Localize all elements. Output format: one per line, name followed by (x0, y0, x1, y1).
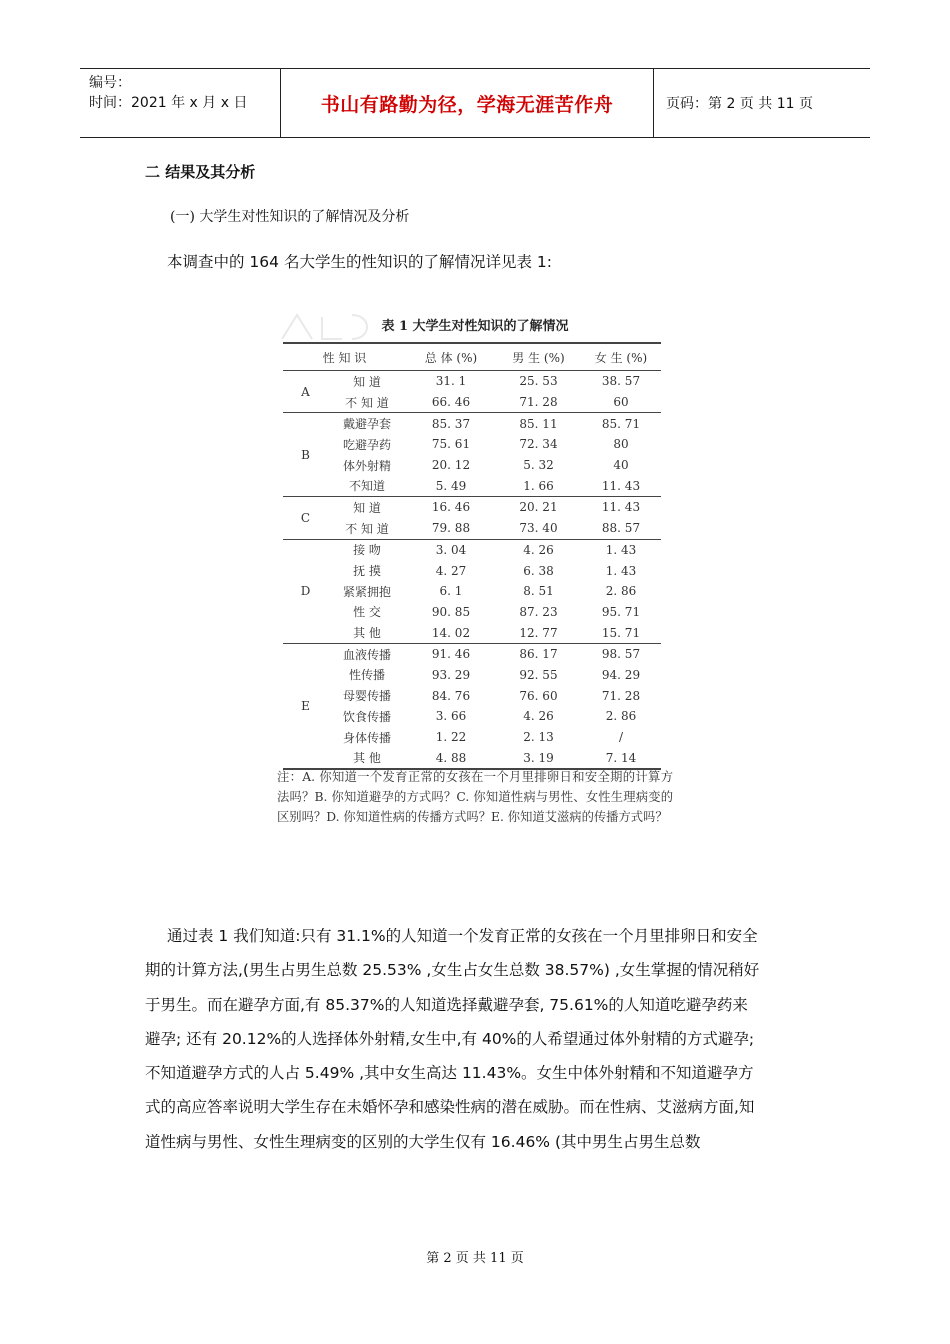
group-label: B (283, 413, 328, 497)
table-row (283, 413, 661, 434)
female-cell: 11. 43 (581, 475, 661, 496)
female-cell: 1. 43 (605, 542, 637, 557)
total-cell: 84. 76 (431, 688, 471, 703)
analysis-paragraph (145, 919, 805, 1159)
group-label: C (283, 497, 328, 539)
male-cell: 25. 53 (519, 374, 558, 389)
total-cell: 85. 37 (431, 416, 471, 431)
table-title: 表 1 大学生对性知识的了解情况 (381, 319, 569, 334)
total-cell: 6. 1 (439, 584, 463, 599)
paragraph-line: 期的计算方法,(男生占男生总数 25.53% ,女生占女生总数 38.57%) ,女生掌握的情况稍好 (145, 961, 760, 980)
total-cell: 91. 46 (431, 647, 471, 662)
item-cell: 饮食传播 (342, 709, 391, 724)
female-cell: 98. 57 (601, 647, 641, 662)
table-image (275, 305, 675, 845)
item-cell: 吃避孕药 (342, 437, 391, 452)
table-row (283, 602, 661, 623)
total-cell: 4. 88 (406, 747, 496, 769)
male-cell: 4. 26 (523, 709, 554, 724)
header-meta (80, 69, 281, 137)
header-motto-cell (281, 69, 654, 137)
female-cell: 2. 86 (605, 584, 637, 599)
male-cell: 92. 55 (519, 667, 558, 682)
header-male: 男 生 (%) (496, 343, 581, 371)
table-group (283, 643, 661, 769)
male-cell: 1. 66 (496, 475, 581, 496)
item-cell: 性 交 (353, 605, 381, 620)
item-cell: 接 吻 (353, 543, 381, 558)
female-cell: 2. 86 (605, 709, 637, 724)
table-row (283, 747, 661, 769)
female-cell: 7. 14 (581, 747, 661, 769)
paragraph-line: 避孕; 还有 20.12%的人选择体外射精,女生中,有 40%的人希望通过体外射精的方式避孕; (145, 1029, 755, 1048)
table-row (283, 475, 661, 496)
item-cell: 其 他 (328, 747, 406, 769)
intro-text: 本调查中的 164 名大学生的性知识的了解情况详见表 1: (167, 253, 552, 271)
table-row (283, 455, 661, 476)
male-cell: 76. 60 (519, 688, 558, 703)
total-cell: 75. 61 (431, 437, 471, 452)
group-label: E (283, 643, 328, 769)
male-cell: 5. 32 (523, 458, 554, 473)
female-cell: 88. 57 (581, 518, 661, 539)
total-cell: 31. 1 (435, 374, 467, 389)
table-row (283, 518, 661, 539)
header-female: 女 生 (%) (581, 343, 661, 371)
table-row (283, 434, 661, 455)
item-cell: 不 知 道 (328, 518, 406, 539)
item-cell: 性传播 (348, 668, 385, 683)
motto: 书山有路勤为径，学海无涯苦作舟 (320, 93, 614, 116)
table-group (283, 413, 661, 497)
female-cell: 1. 43 (605, 563, 637, 578)
subsection-title: (一) 大学生对性知识的了解情况及分析 (170, 209, 410, 225)
total-cell: 3. 66 (435, 709, 467, 724)
table-row (283, 392, 661, 413)
total-cell: 1. 22 (435, 730, 467, 745)
paragraph-line: 不知道避孕方式的人占 5.49% ,其中女生高达 11.43%。女生中体外射精和不知道避孕方 (145, 1064, 754, 1083)
male-cell: 2. 13 (523, 730, 554, 745)
header-page-cell (654, 69, 870, 137)
male-cell: 72. 34 (519, 437, 558, 452)
item-cell: 抚 摸 (353, 564, 381, 579)
total-cell: 5. 49 (406, 475, 496, 496)
female-cell: 15. 71 (581, 622, 661, 643)
page-footer: 第 2 页 共 11 页 (426, 1251, 524, 1266)
group-label: D (283, 539, 328, 643)
female-cell: 95. 71 (601, 604, 641, 619)
paragraph-line: 于男生。而在避孕方面,有 85.37%的人知道选择戴避孕套, 75.61%的人知道吃避孕药来 (145, 995, 748, 1014)
knowledge-table (283, 342, 661, 770)
table-group (283, 371, 661, 413)
date-line: 时间：2021 年 x 月 x 日 (89, 95, 248, 111)
total-cell: 3. 04 (435, 542, 467, 557)
paragraph-line: 式的高应答率说明大学生存在未婚怀孕和感染性病的潜在威胁。而在性病、艾滋病方面,知 (145, 1098, 755, 1117)
paragraph-line: 通过表 1 我们知道:只有 31.1%的人知道一个发育正常的女孩在一个月里排卵日和安全 (167, 927, 758, 945)
table-group (283, 539, 661, 643)
male-cell: 85. 11 (519, 416, 558, 431)
male-cell: 6. 38 (523, 563, 554, 578)
group-label: A (283, 371, 328, 413)
item-cell: 身体传播 (342, 730, 391, 745)
table-row (283, 581, 661, 602)
item-cell: 知 道 (353, 500, 381, 515)
table-row (283, 665, 661, 686)
female-cell: 40 (613, 458, 629, 473)
table-row (283, 643, 661, 664)
item-cell: 其 他 (328, 622, 406, 643)
male-cell: 86. 17 (519, 647, 558, 662)
female-cell: 94. 29 (601, 667, 641, 682)
page-info: 页码：第 2 页 共 11 页 (666, 96, 813, 112)
table-row (283, 706, 661, 727)
female-cell: / (618, 730, 624, 745)
table-row (283, 371, 661, 392)
male-cell: 3. 19 (496, 747, 581, 769)
female-cell: 80 (613, 437, 629, 452)
total-cell: 16. 46 (431, 500, 471, 515)
section-title: 二 结果及其分析 (145, 163, 256, 181)
total-cell: 90. 85 (431, 604, 471, 619)
header-knowledge: 性 知 识 (283, 343, 406, 371)
table-row (283, 560, 661, 581)
total-cell: 79. 88 (406, 518, 496, 539)
item-cell: 戴避孕套 (342, 417, 391, 432)
item-cell: 不 知 道 (328, 392, 406, 413)
male-cell: 8. 51 (523, 584, 554, 599)
table-row (283, 497, 661, 518)
page-header (80, 68, 870, 138)
total-cell: 66. 46 (406, 392, 496, 413)
item-cell: 母婴传播 (342, 689, 391, 704)
total-cell: 20. 12 (431, 458, 471, 473)
male-cell: 4. 26 (523, 542, 554, 557)
female-cell: 38. 57 (601, 374, 641, 389)
table-group (283, 497, 661, 539)
item-cell: 知 道 (353, 374, 381, 389)
table-header-row (283, 343, 661, 371)
total-cell: 14. 02 (406, 622, 496, 643)
female-cell: 71. 28 (601, 688, 641, 703)
table-row (283, 727, 661, 748)
table-note: 注：A. 你知道一个发育正常的女孩在一个月里排卵日和安全期的计算方法吗？B. 你知道避孕的方式吗？C. 你知道性病与男性、女性生理病变的区别吗？D. 你知道性病的传播方式吗？E. 你知道艾滋病的传播方式吗？ (277, 770, 673, 824)
item-cell: 紧紧拥抱 (342, 584, 391, 599)
male-cell: 87. 23 (519, 604, 558, 619)
item-cell: 血液传播 (342, 647, 391, 662)
male-cell: 71. 28 (496, 392, 581, 413)
header-total: 总 体 (%) (406, 343, 496, 371)
table-row (283, 539, 661, 560)
male-cell: 20. 21 (519, 500, 558, 515)
total-cell: 4. 27 (435, 563, 467, 578)
item-cell: 不知道 (328, 475, 406, 496)
item-cell: 体外射精 (342, 458, 391, 473)
female-cell: 85. 71 (601, 416, 641, 431)
female-cell: 60 (581, 392, 661, 413)
total-cell: 93. 29 (431, 667, 471, 682)
female-cell: 11. 43 (601, 500, 641, 515)
number-label: 编号： (89, 75, 131, 91)
table-row (283, 685, 661, 706)
male-cell: 73. 40 (496, 518, 581, 539)
table-row (283, 622, 661, 643)
male-cell: 12. 77 (496, 622, 581, 643)
paragraph-line: 道性病与男性、女性生理病变的区别的大学生仅有 16.46% (其中男生占男生总数 (145, 1132, 701, 1151)
